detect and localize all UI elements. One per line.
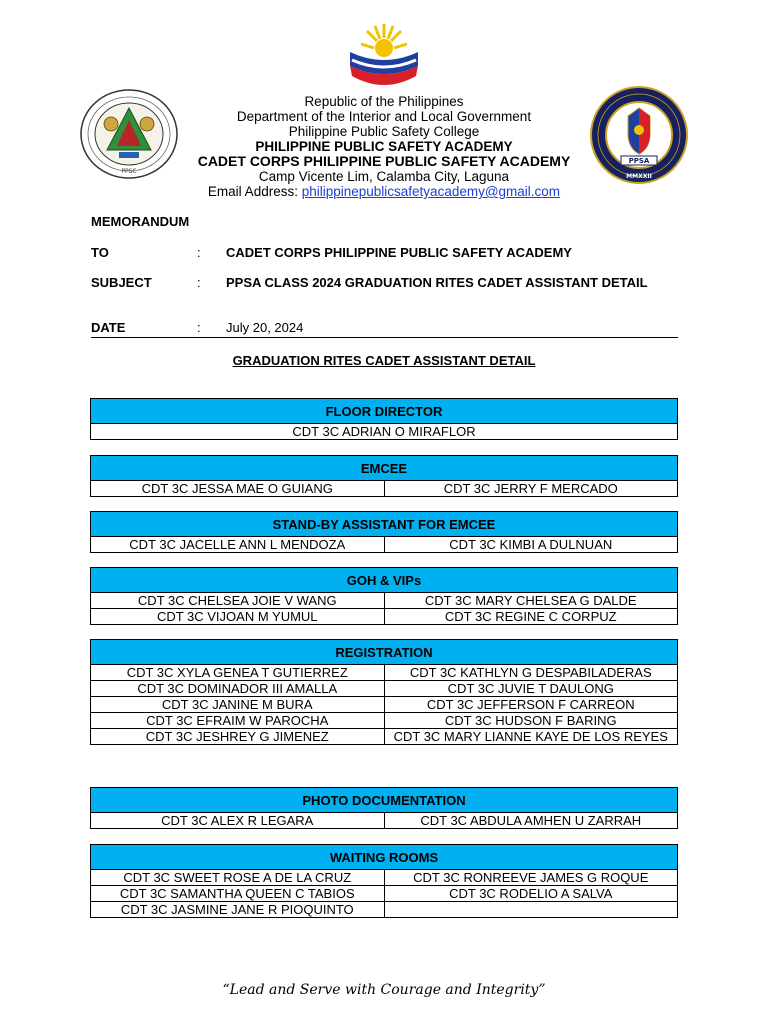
to-colon: :: [197, 245, 201, 260]
subject-label: SUBJECT: [91, 275, 152, 290]
motto: “Lead and Serve with Courage and Integrity”: [222, 982, 546, 998]
document-title: GRADUATION RITES CADET ASSISTANT DETAIL: [232, 353, 536, 368]
table-cell: CDT 3C ADRIAN O MIRAFLOR: [91, 424, 678, 440]
svg-text:PPSC: PPSC: [121, 168, 137, 175]
to-value: CADET CORPS PHILIPPINE PUBLIC SAFETY ACADEMY: [226, 245, 572, 260]
table-cell: CDT 3C SAMANTHA QUEEN C TABIOS: [91, 886, 385, 902]
table-cell: CDT 3C JASMINE JANE R PIOQUINTO: [91, 902, 385, 918]
table-cell: CDT 3C JESHREY G JIMENEZ: [91, 729, 385, 745]
header-republic: Republic of the Philippines: [304, 94, 464, 109]
header-dilg: Department of the Interior and Local Government: [236, 109, 532, 124]
table-cell: CDT 3C VIJOAN M YUMUL: [91, 609, 385, 625]
email-link[interactable]: philippinepublicsafetyacademy@gmail.com: [301, 184, 561, 199]
waiting-rooms-table: [90, 844, 678, 918]
table-cell: CDT 3C DOMINADOR III AMALLA: [91, 681, 385, 697]
emcee-table: [90, 455, 678, 497]
table-cell: CDT 3C MARY LIANNE KAYE DE LOS REYES: [384, 729, 678, 745]
section-header: EMCEE: [91, 456, 678, 481]
table-row: [91, 681, 678, 697]
table-cell: CDT 3C REGINE C CORPUZ: [384, 609, 678, 625]
table-cell: CDT 3C SWEET ROSE A DE LA CRUZ: [91, 870, 385, 886]
email-label: Email Address:: [207, 184, 302, 199]
table-cell: CDT 3C JEFFERSON F CARREON: [384, 697, 678, 713]
table-row: [91, 609, 678, 625]
table-row: [91, 886, 678, 902]
photo-documentation-table: [90, 787, 678, 829]
table-cell: CDT 3C KATHLYN G DESPABILADERAS: [384, 665, 678, 681]
table-row: [91, 729, 678, 745]
table-cell: CDT 3C RODELIO A SALVA: [384, 886, 678, 902]
table-row: [91, 537, 678, 553]
table-row: [91, 813, 678, 829]
date-value: July 20, 2024: [226, 320, 304, 335]
section-header: WAITING ROOMS: [91, 845, 678, 870]
section-header: FLOOR DIRECTOR: [91, 399, 678, 424]
philippine-seal-icon: [344, 22, 424, 94]
table-cell: CDT 3C JERRY F MERCADO: [384, 481, 678, 497]
table-cell: CDT 3C RONREEVE JAMES G ROQUE: [384, 870, 678, 886]
table-cell: CDT 3C XYLA GENEA T GUTIERREZ: [91, 665, 385, 681]
date-label: DATE: [91, 320, 126, 335]
goh-vips-table: [90, 567, 678, 625]
header-ppsa: PHILIPPINE PUBLIC SAFETY ACADEMY: [255, 139, 513, 154]
date-colon: :: [197, 320, 201, 335]
registration-table: [90, 639, 678, 745]
header-address: Camp Vicente Lim, Calamba City, Laguna: [258, 169, 510, 184]
table-cell: CDT 3C ALEX R LEGARA: [91, 813, 385, 829]
header-cadet-corps: CADET CORPS PHILIPPINE PUBLIC SAFETY ACADEMY: [197, 153, 571, 169]
table-cell: CDT 3C HUDSON F BARING: [384, 713, 678, 729]
table-row: [91, 481, 678, 497]
standby-assistant-table: [90, 511, 678, 553]
header-email-line: [0, 184, 768, 199]
subject-colon: :: [197, 275, 201, 290]
table-cell: CDT 3C JACELLE ANN L MENDOZA: [91, 537, 385, 553]
table-row: [91, 665, 678, 681]
memo-divider: [91, 337, 678, 338]
table-cell: CDT 3C EFRAIM W PAROCHA: [91, 713, 385, 729]
table-cell: CDT 3C MARY CHELSEA G DALDE: [384, 593, 678, 609]
floor-director-table: [90, 398, 678, 440]
table-cell: CDT 3C ABDULA AMHEN U ZARRAH: [384, 813, 678, 829]
table-cell: CDT 3C KIMBI A DULNUAN: [384, 537, 678, 553]
section-header: GOH & VIPs: [91, 568, 678, 593]
table-cell: CDT 3C CHELSEA JOIE V WANG: [91, 593, 385, 609]
table-cell: [384, 902, 678, 918]
ppsa-center-text: PPSA: [628, 157, 650, 165]
table-cell: CDT 3C JANINE M BURA: [91, 697, 385, 713]
table-row: [91, 593, 678, 609]
memo-heading: MEMORANDUM: [91, 214, 190, 229]
subject-value: PPSA CLASS 2024 GRADUATION RITES CADET ASSISTANT DETAIL: [226, 275, 648, 290]
section-header: STAND-BY ASSISTANT FOR EMCEE: [91, 512, 678, 537]
table-cell: CDT 3C JUVIE T DAULONG: [384, 681, 678, 697]
table-row: [91, 697, 678, 713]
table-row: [91, 870, 678, 886]
header-ppsc: Philippine Public Safety College: [288, 124, 480, 139]
table-row: [91, 902, 678, 918]
section-header: PHOTO DOCUMENTATION: [91, 788, 678, 813]
to-label: TO: [91, 245, 109, 260]
section-header: REGISTRATION: [91, 640, 678, 665]
table-cell: CDT 3C JESSA MAE O GUIANG: [91, 481, 385, 497]
ppsa-year-text: MMXXII: [626, 173, 652, 180]
table-row: [91, 713, 678, 729]
